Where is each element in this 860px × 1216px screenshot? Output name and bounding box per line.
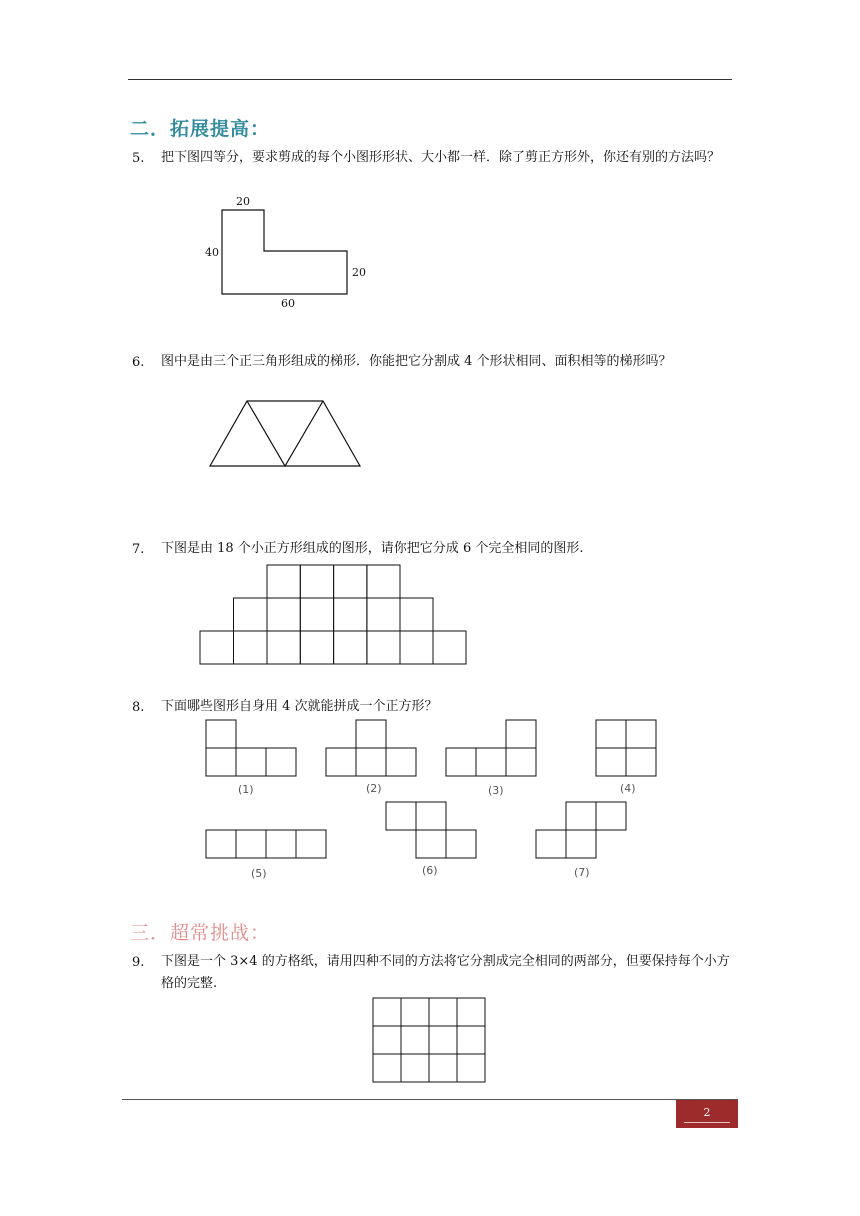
- section-title-extension: 二．拓展提高：: [130, 118, 271, 140]
- dim-right: 20: [352, 266, 366, 279]
- dim-bottom: 60: [281, 297, 295, 310]
- section-title-challenge: 三．超常挑战：: [130, 922, 271, 944]
- question-text: 下图是一个 3×4 的方格纸，请用四种不同的方法将它分割成完全相同的两部分，但要保持每个小方格的完整.: [161, 954, 730, 991]
- page-number-badge: [676, 1100, 738, 1128]
- question-text: 下图是由 18 个小正方形组成的图形，请你把它分成 6 个完全相同的图形.: [161, 541, 584, 556]
- caption-7: (7): [574, 866, 590, 879]
- caption-1: (1): [238, 783, 254, 796]
- question-text: 下面哪些图形自身用 4 次就能拼成一个正方形？: [161, 699, 438, 714]
- question-text: 把下图四等分，要求剪成的每个小图形形状、大小都一样．除了剪正方形外，你还有别的方法吗？: [161, 150, 721, 165]
- dim-top: 20: [236, 195, 250, 208]
- page-number-underline: [684, 1122, 730, 1123]
- question-text: 图中是由三个正三角形组成的梯形．你能把它分割成 4 个形状相同、面积相等的梯形吗？: [161, 354, 672, 369]
- caption-6: (6): [422, 864, 438, 877]
- page-number: 2: [703, 1106, 711, 1119]
- dim-left: 40: [205, 246, 219, 259]
- question-number: 8.: [132, 700, 145, 715]
- footer-rule: [122, 1099, 738, 1100]
- question-number: 9.: [132, 955, 145, 970]
- caption-3: (3): [488, 784, 504, 797]
- question-number: 7.: [132, 542, 145, 557]
- caption-4: (4): [620, 782, 636, 795]
- caption-5: (5): [251, 867, 267, 880]
- question-number: 5.: [132, 151, 145, 166]
- question-number: 6.: [132, 355, 145, 370]
- caption-2: (2): [366, 782, 382, 795]
